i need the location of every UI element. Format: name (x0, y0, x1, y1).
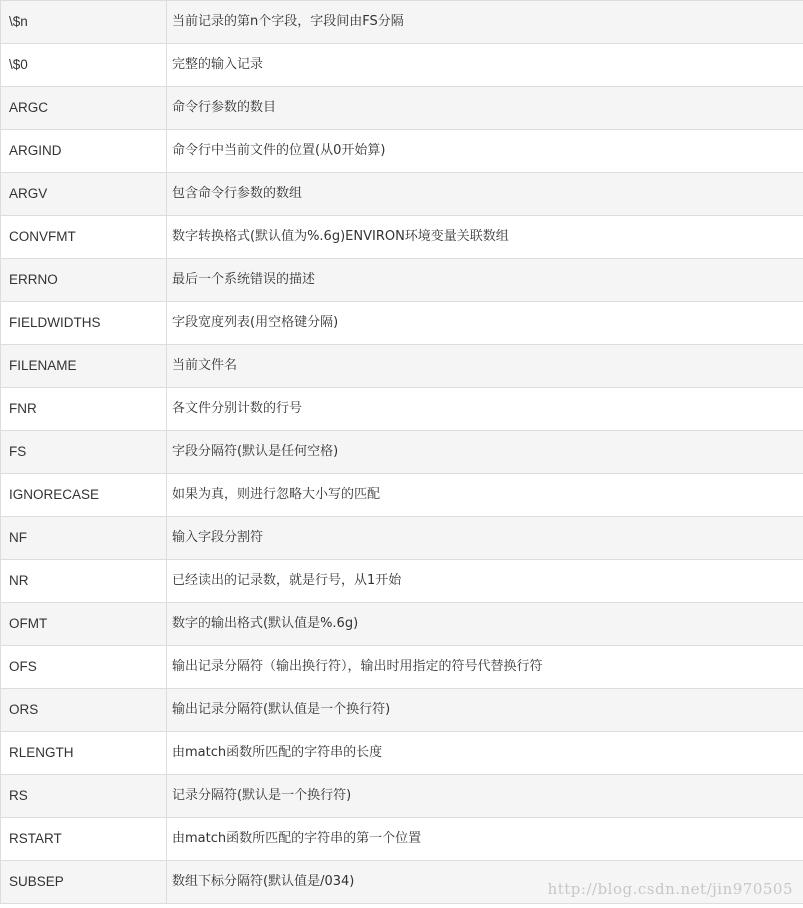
variable-name-cell: OFS (1, 646, 167, 689)
variable-name-cell: RSTART (1, 818, 167, 861)
variable-name-cell: FS (1, 431, 167, 474)
variable-name-cell: OFMT (1, 603, 167, 646)
table-row (1, 603, 803, 646)
table-row (1, 775, 803, 818)
table-row (1, 646, 803, 689)
variable-description-cell: 当前记录的第n个字段，字段间由FS分隔 (167, 1, 803, 44)
variable-description-cell: 命令行中当前文件的位置(从0开始算) (167, 130, 803, 173)
variable-description-cell: 记录分隔符(默认是一个换行符) (167, 775, 803, 818)
variable-description-cell: 由match函数所匹配的字符串的长度 (167, 732, 803, 775)
table-row (1, 87, 803, 130)
table-row (1, 1, 803, 44)
table-row (1, 44, 803, 87)
variable-name-cell: ARGC (1, 87, 167, 130)
variable-description-cell: 当前文件名 (167, 345, 803, 388)
variable-description-cell: 命令行参数的数目 (167, 87, 803, 130)
variable-description-cell: 字段分隔符(默认是任何空格) (167, 431, 803, 474)
variable-description-cell: 已经读出的记录数，就是行号，从1开始 (167, 560, 803, 603)
table-row (1, 732, 803, 775)
variable-description-cell: 如果为真，则进行忽略大小写的匹配 (167, 474, 803, 517)
table-row (1, 173, 803, 216)
variable-name-cell: SUBSEP (1, 861, 167, 904)
variable-name-cell: ARGIND (1, 130, 167, 173)
variable-description-cell: 包含命令行参数的数组 (167, 173, 803, 216)
variable-name-cell: \$0 (1, 44, 167, 87)
variable-description-cell: 字段宽度列表(用空格键分隔) (167, 302, 803, 345)
variable-description-cell: 数字的输出格式(默认值是%.6g) (167, 603, 803, 646)
variable-name-cell: ARGV (1, 173, 167, 216)
table-row (1, 517, 803, 560)
blog-url-watermark: http://blog.csdn.net/jin970505 (547, 880, 793, 898)
variable-name-cell: RLENGTH (1, 732, 167, 775)
variable-description-cell: 最后一个系统错误的描述 (167, 259, 803, 302)
variable-name-cell: IGNORECASE (1, 474, 167, 517)
variable-name-cell: FILENAME (1, 345, 167, 388)
variable-description-cell: 输入字段分割符 (167, 517, 803, 560)
variable-name-cell: ERRNO (1, 259, 167, 302)
variable-name-cell: ORS (1, 689, 167, 732)
table-row (1, 474, 803, 517)
variable-description-cell: 完整的输入记录 (167, 44, 803, 87)
table-row (1, 302, 803, 345)
variable-description-cell: 数组下标分隔符(默认值是/034) (167, 861, 803, 904)
variable-description-cell: 数字转换格式(默认值为%.6g)ENVIRON环境变量关联数组 (167, 216, 803, 259)
variable-name-cell: NF (1, 517, 167, 560)
variable-name-cell: FNR (1, 388, 167, 431)
table-row (1, 431, 803, 474)
table-row (1, 560, 803, 603)
table-row (1, 388, 803, 431)
variable-description-cell: 各文件分别计数的行号 (167, 388, 803, 431)
table-row (1, 345, 803, 388)
table-row (1, 130, 803, 173)
variable-name-cell: \$n (1, 1, 167, 44)
variable-name-cell: NR (1, 560, 167, 603)
variable-description-cell: 输出记录分隔符(默认值是一个换行符) (167, 689, 803, 732)
table-row (1, 259, 803, 302)
table-row (1, 818, 803, 861)
variable-name-cell: RS (1, 775, 167, 818)
variable-name-cell: CONVFMT (1, 216, 167, 259)
variable-description-cell: 由match函数所匹配的字符串的第一个位置 (167, 818, 803, 861)
variable-name-cell: FIELDWIDTHS (1, 302, 167, 345)
table-row (1, 216, 803, 259)
table-body (1, 1, 803, 904)
variable-description-cell: 输出记录分隔符（输出换行符），输出时用指定的符号代替换行符 (167, 646, 803, 689)
table-row (1, 689, 803, 732)
